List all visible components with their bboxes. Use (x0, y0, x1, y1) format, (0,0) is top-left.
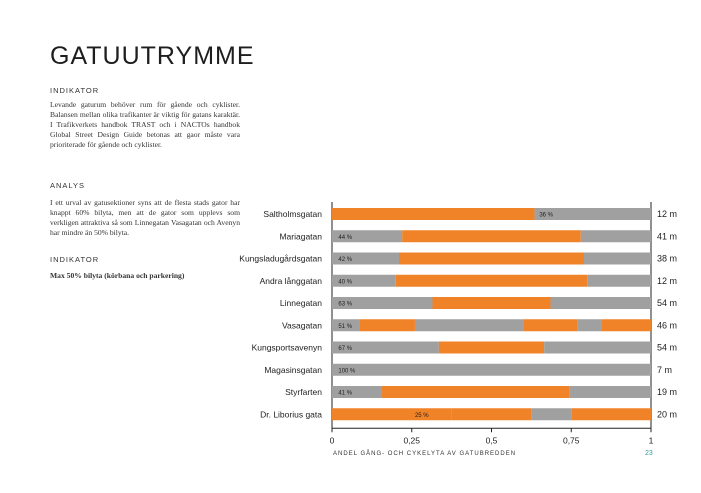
street-width-label: 12 m (657, 275, 678, 286)
category-label: Andra långgatan (259, 275, 322, 286)
bar-segment-orange (523, 319, 577, 331)
bar-segment-orange (402, 230, 581, 242)
bar-segment-gray (544, 342, 651, 354)
category-label: Linnegatan (279, 298, 322, 308)
street-width-label: 38 m (657, 253, 678, 264)
bar-segment-gray (551, 297, 651, 309)
street-width-label: 19 m (657, 387, 678, 397)
percent-label: 100 % (338, 368, 356, 375)
analys-heading: ANALYS (50, 181, 86, 190)
bar-segment-gray (578, 319, 602, 331)
bar-segment-gray (415, 319, 523, 331)
percent-label: 41 % (338, 390, 353, 397)
percent-label: 51 % (338, 323, 353, 330)
street-width-label: 7 m (657, 364, 673, 375)
bar-segment-gray (584, 253, 651, 265)
bar-segment-orange (332, 208, 535, 220)
street-width-label: 54 m (657, 342, 678, 353)
bar-segment-gray (587, 275, 651, 287)
x-tick-label: 0 (329, 435, 335, 446)
category-label: Vasagatan (281, 320, 322, 331)
percent-label: 25 % (414, 412, 429, 419)
category-label: Mariagatan (279, 231, 322, 242)
street-width-label: 20 m (657, 409, 678, 420)
percent-label: 42 % (338, 257, 353, 263)
category-label: Kungsladugårdsgatan (239, 253, 322, 264)
street-width-label: 46 m (657, 320, 678, 331)
bar-segment-orange (396, 275, 587, 287)
indikator2-text: Max 50% bilyta (körbana och parkering) (50, 271, 185, 280)
analys-text: I ett urval av gatusektioner syns att de flesta stads gator har knappt 60% bilyta, men att de gator som upplevs som verkligen attraktiva så som Linnegatan Vasagatan och Avenyn har mindre än 50% bilyta. (50, 198, 240, 237)
category-label: Kungsportsavenyn (251, 342, 322, 353)
street-width-label: 41 m (657, 231, 678, 242)
percent-label: 44 % (338, 234, 353, 241)
bar-segment-orange (439, 342, 544, 354)
chart-xlabel: ANDEL GÅNG- OCH CYKELYTA AV GATUBREDDEN (333, 451, 517, 457)
bar-segment-gray (531, 408, 571, 420)
street-width-label: 54 m (657, 298, 678, 308)
bar-segment-orange (332, 408, 452, 420)
category-label: Magasinsgatan (264, 364, 322, 375)
x-tick-label: 0,5 (485, 435, 498, 446)
x-tick-label: 0,75 (562, 435, 580, 446)
street-width-label: 12 m (657, 209, 678, 219)
indikator-text: Levande gaturum behöver rum för gående och cyklister. Balansen mellan olika trafikanter är viktig för gatans karaktär. I Trafikverkets handbok TRAST och i NACTOs handbok Global Street Design Guide betonas att gaor måste vara prioriterade för gående och cyklister. (50, 100, 240, 149)
page-number: 23 (645, 450, 653, 457)
bar-segment-orange (571, 408, 651, 420)
bar-segment-orange (399, 253, 584, 265)
category-label: Saltholmsgatan (263, 209, 322, 219)
page-title: GATUUTRYMME (50, 42, 255, 70)
x-tick-label: 1 (648, 435, 654, 446)
indikator-heading: INDIKATOR (50, 86, 100, 95)
bar-segment-orange (432, 297, 550, 309)
bar-segment-orange (359, 319, 415, 331)
percent-label: 63 % (338, 301, 353, 308)
percent-label: 67 % (338, 346, 353, 352)
x-tick-label: 0,25 (403, 435, 421, 446)
indikator2-heading: INDIKATOR (50, 255, 100, 264)
bar-segment-orange (602, 319, 651, 331)
category-label: Styrfarten (285, 387, 322, 397)
category-label: Dr. Liborius gata (260, 409, 322, 420)
bar-segment-gray (332, 364, 651, 376)
bar-segment-gray (581, 230, 651, 242)
bar-segment-orange (452, 408, 532, 420)
percent-label: 40 % (338, 279, 353, 286)
bar-segment-orange (381, 386, 569, 398)
percent-label: 36 % (539, 212, 554, 219)
bar-segment-gray (570, 386, 651, 398)
